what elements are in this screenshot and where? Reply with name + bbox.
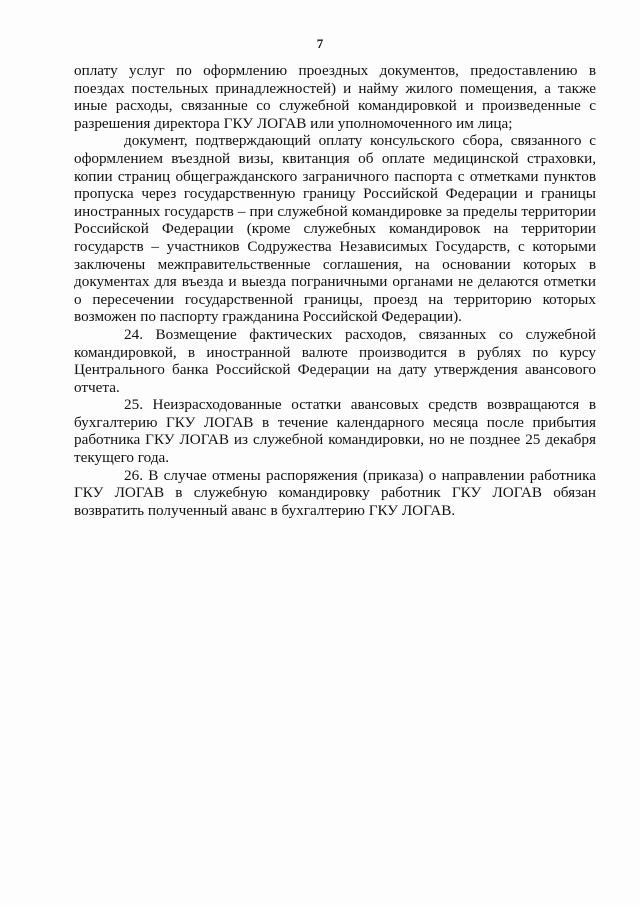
paragraph-clause-24: 24. Возмещение фактических расходов, связанных со служебной командировкой, в иностранной валюте производится в рублях по курсу Центрального банка Российской Федерации на дату утверждения авансового отчета. — [74, 325, 596, 396]
document-body — [74, 62, 596, 519]
paragraph-expenses-continuation: оплату услуг по оформлению проездных документов, предоставлению в поездах постельных принадлежностей) и найму жилого помещения, а также иные расходы, связанные со служебной командировкой и произведенные с разрешения директора ГКУ ЛОГАВ или уполномоченного им лица; — [74, 62, 596, 132]
paragraph-clause-25: 25. Неизрасходованные остатки авансовых средств возвращаются в бухгалтерию ГКУ ЛОГАВ в течение календарного месяца после прибытия работника ГКУ ЛОГАВ из служебной командировки, но не позднее 25 декабря текущего года. — [74, 396, 596, 467]
page-number: 7 — [316, 36, 324, 51]
paragraph-clause-26: 26. В случае отмены распоряжения (приказа) о направлении работника ГКУ ЛОГАВ в служебную командировку работник ГКУ ЛОГАВ обязан возвратить полученный аванс в бухгалтерию ГКУ ЛОГАВ. — [74, 466, 596, 519]
paragraph-consular-fee-document: документ, подтверждающий оплату консульского сбора, связанного с оформлением въездной визы, квитанция об оплате медицинской страховки, копии страниц общегражданского заграничного паспорта с отметками пунктов пропуска через государственную границу Российской Федерации и границы иностранных государств – при служебной командировке за пределы территории Российской Федерации (кроме служебных командировок на территории государств – участников Содружества Независимых Государств, с которыми заключены межправительственные соглашения, на основании которых в документах для въезда и выезда пограничными органами не делаются отметки о пересечении государственной границы, проезд на территорию которых возможен по паспорту гражданина Российской Федерации). — [74, 132, 596, 326]
